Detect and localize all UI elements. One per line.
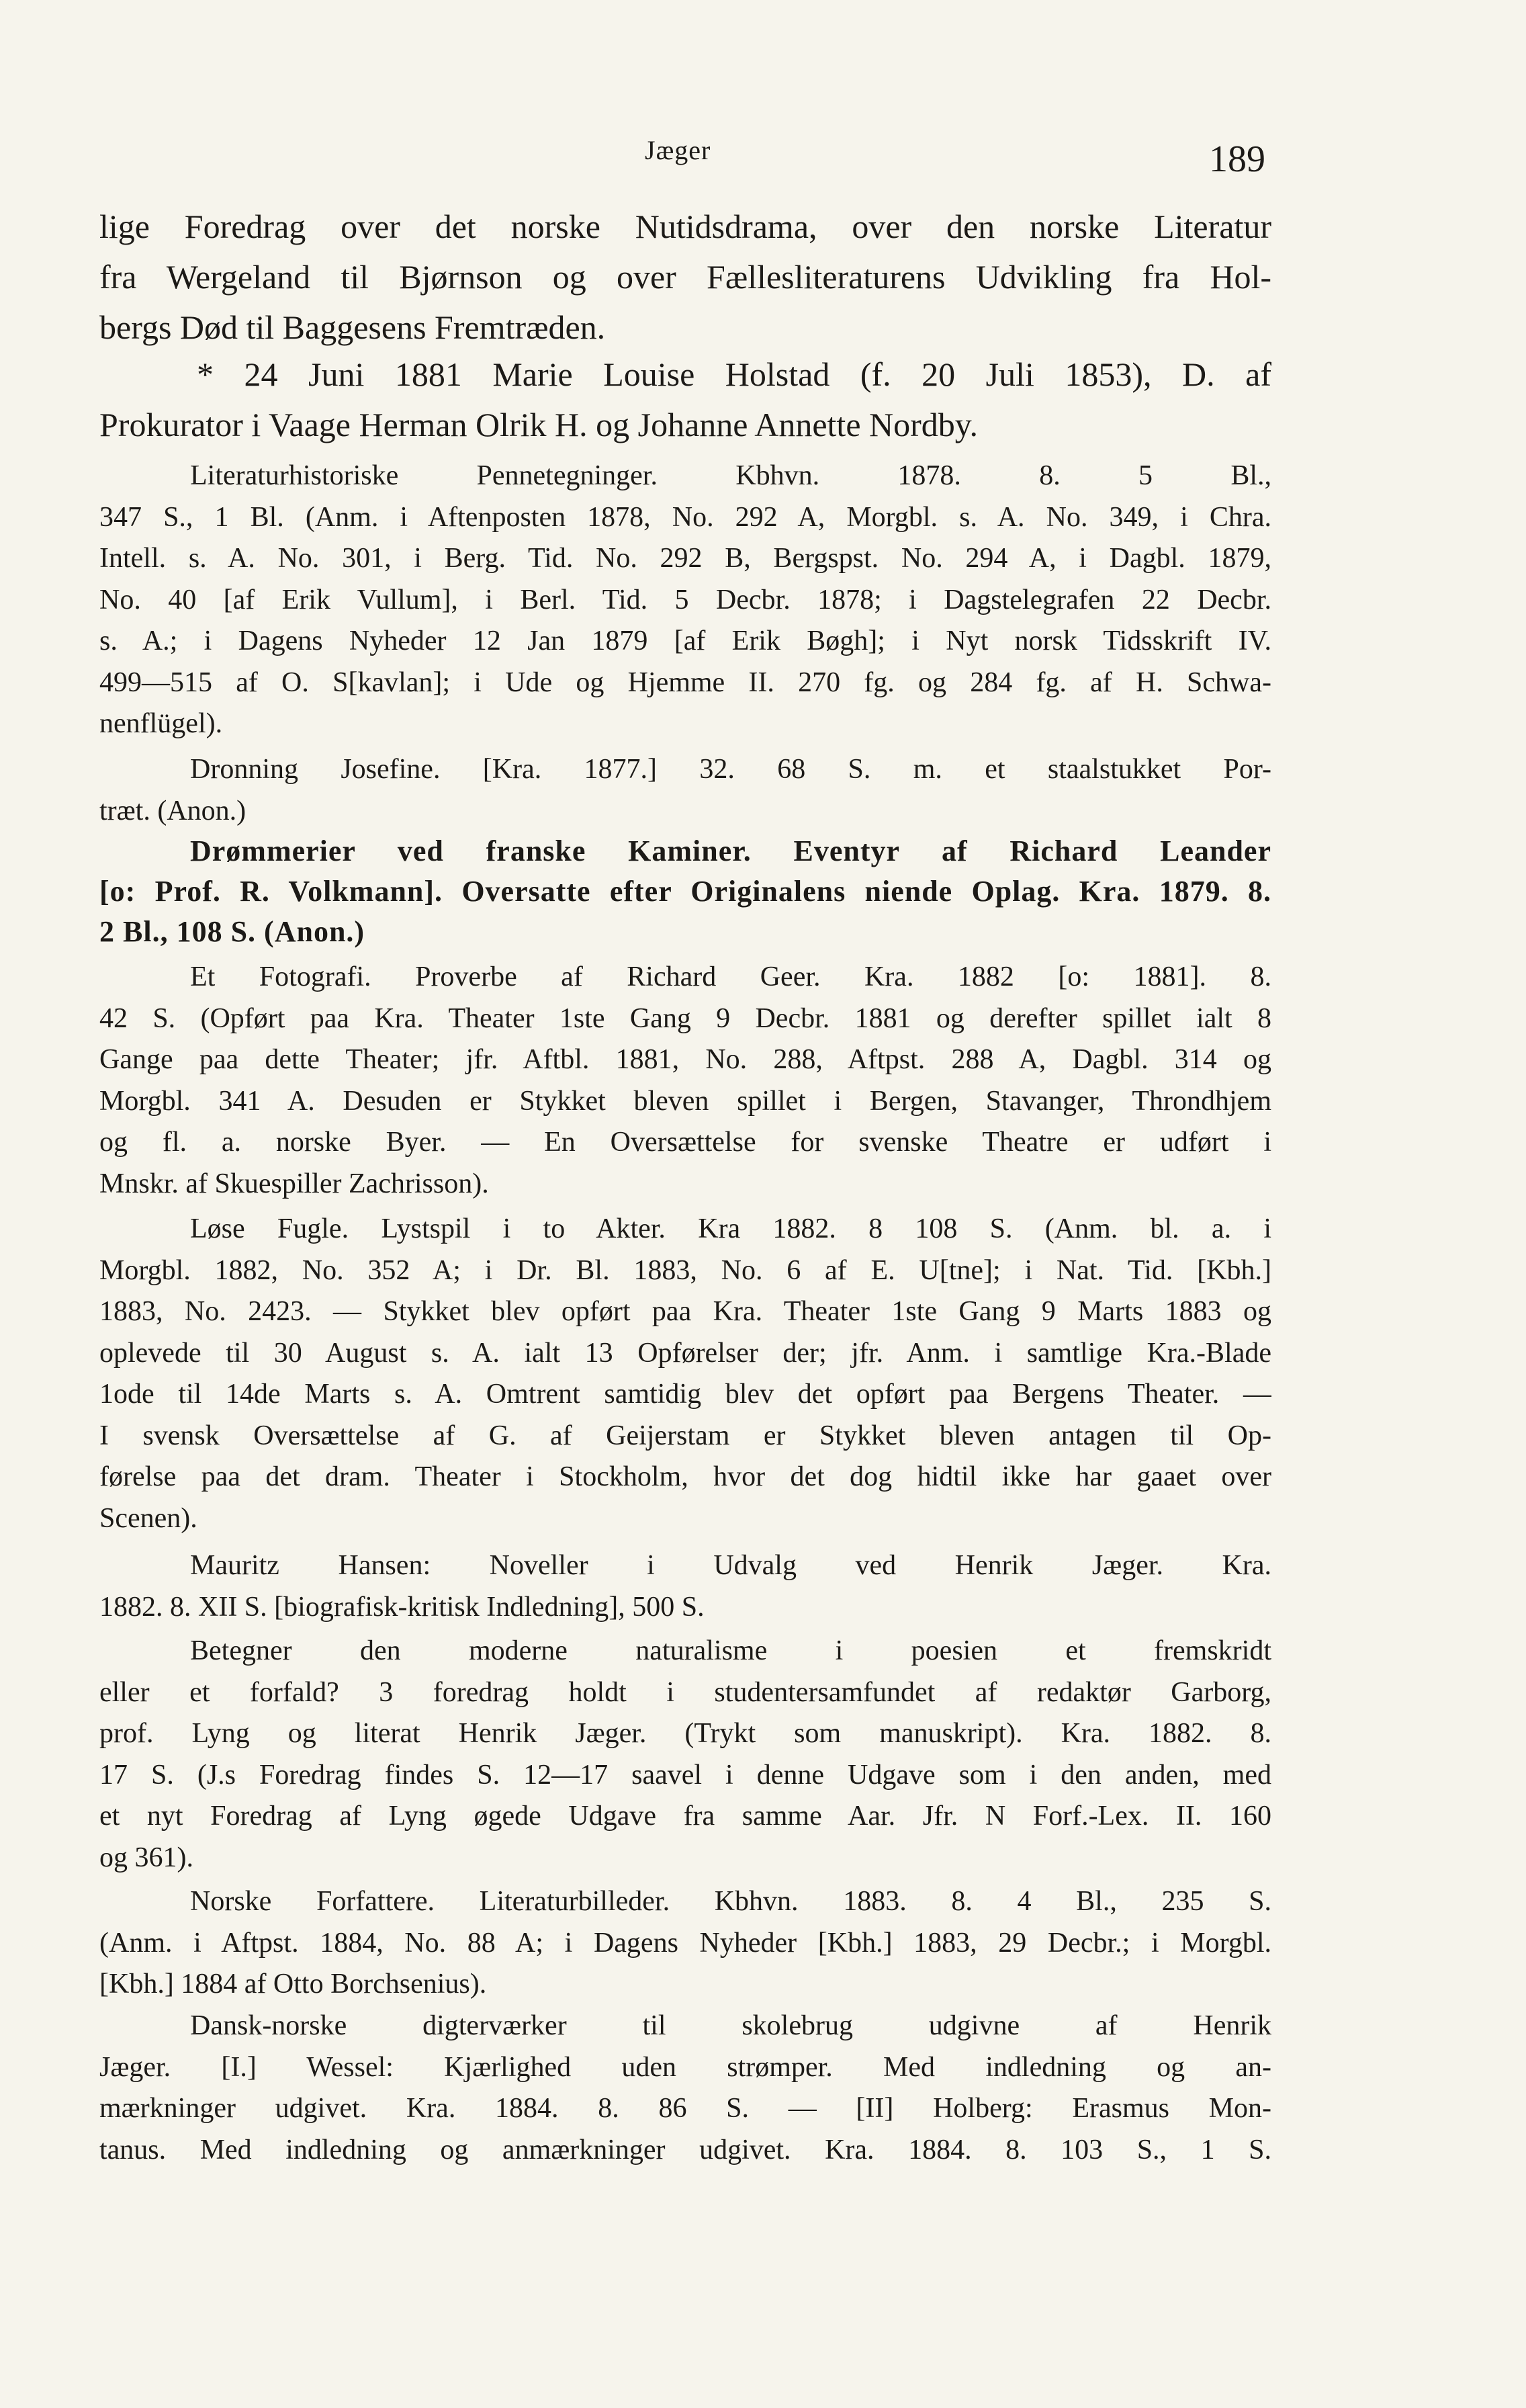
bibliography-entry <box>99 957 1271 1205</box>
marriage-entry <box>99 349 1271 450</box>
text-line: og fl. a. norske Byer. — En Oversættelse for svenske Theatre er udført i <box>99 1127 1271 1158</box>
running-title: Jæger <box>645 135 711 165</box>
text-line: 2 Bl., 108 S. (Anon.) <box>99 915 365 948</box>
text-line: Intell. s. A. No. 301, i Berg. Tid. No. 292 B, Bergspst. No. 294 A, i Dagbl. 1879, <box>99 543 1271 574</box>
text-line: Dansk-norske digterværker til skolebrug udgivne af Henrik <box>190 2010 1271 2041</box>
text-line: Morgbl. 341 A. Desuden er Stykket bleven spillet i Bergen, Stavanger, Throndhjem <box>99 1085 1271 1117</box>
text-line: lige Foredrag over det norske Nutidsdrama, over den norske Literatur <box>99 208 1271 245</box>
text-line: 347 S., 1 Bl. (Anm. i Aftenposten 1878, No. 292 A, Morgbl. s. A. No. 349, i Chra. <box>99 501 1271 533</box>
text-line: et nyt Foredrag af Lyng øgede Udgave fra samme Aar. Jfr. N Forf.-Lex. II. 160 <box>99 1801 1271 1832</box>
text-line: mærkninger udgivet. Kra. 1884. 8. 86 S. — [II] Holberg: Erasmus Mon- <box>99 2093 1271 2124</box>
text-line: bergs Død til Baggesens Fremtræden. <box>99 308 606 346</box>
text-line: Morgbl. 1882, No. 352 A; i Dr. Bl. 1883, No. 6 af E. U[tne]; i Nat. Tid. [Kbh.] <box>99 1254 1271 1286</box>
text-line: [o: Prof. R. Volkmann]. Oversatte efter Originalens niende Oplag. Kra. 1879. 8. <box>99 875 1271 908</box>
text-line: tanus. Med indledning og anmærkninger udgivet. Kra. 1884. 8. 103 S., 1 S. <box>99 2134 1271 2165</box>
text-line: prof. Lyng og literat Henrik Jæger. (Trykt som manuskript). Kra. 1882. 8. <box>99 1718 1271 1749</box>
bibliography-entry <box>99 831 1271 952</box>
bibliography-entry <box>99 1881 1271 2006</box>
text-line: Gange paa dette Theater; jfr. Aftbl. 1881, No. 288, Aftpst. 288 A, Dagbl. 314 og <box>99 1044 1271 1075</box>
bibliography-entry <box>99 1209 1271 1539</box>
text-line: Literaturhistoriske Pennetegninger. Kbhvn. 1878. 8. 5 Bl., <box>190 460 1271 491</box>
text-line: fra Wergeland til Bjørnson og over Fællesliteraturens Udvikling fra Hol- <box>99 258 1271 296</box>
bibliography-entry <box>99 456 1271 745</box>
text-line: Norske Forfattere. Literaturbilleder. Kbhvn. 1883. 8. 4 Bl., 235 S. <box>190 1886 1271 1917</box>
intro-paragraph <box>99 202 1271 353</box>
text-line: Drømmerier ved franske Kaminer. Eventyr af Richard Leander <box>190 834 1271 867</box>
text-line: Scenen). <box>99 1502 197 1534</box>
text-line: No. 40 [af Erik Vullum], i Berl. Tid. 5 Decbr. 1878; i Dagstelegrafen 22 Decbr. <box>99 584 1271 615</box>
text-line: nenflügel). <box>99 708 223 739</box>
bibliography-entry <box>99 1545 1271 1628</box>
text-line: 42 S. (Opført paa Kra. Theater 1ste Gang 9 Decbr. 1881 og derefter spillet ialt 8 <box>99 1002 1271 1034</box>
text-line: Betegner den moderne naturalisme i poesien et fremskridt <box>190 1635 1271 1666</box>
text-line: Mnskr. af Skuespiller Zachrisson). <box>99 1168 489 1199</box>
text-line: træt. (Anon.) <box>99 795 246 826</box>
text-line: Jæger. [I.] Wessel: Kjærlighed uden strømper. Med indledning og an- <box>99 2051 1271 2083</box>
text-line: 1882. 8. XII S. [biografisk-kritisk Indledning], 500 S. <box>99 1591 705 1623</box>
text-line: I svensk Oversættelse af G. af Geijerstam er Stykket bleven antagen til Op- <box>99 1420 1271 1451</box>
text-line: (Anm. i Aftpst. 1884, No. 88 A; i Dagens Nyheder [Kbh.] 1883, 29 Decbr.; i Morgbl. <box>99 1927 1271 1959</box>
text-line: 1ode til 14de Marts s. A. Omtrent samtidig blev det opført paa Bergens Theater. — <box>99 1379 1271 1410</box>
text-line: eller et forfald? 3 foredrag holdt i studentersamfundet af redaktør Garborg, <box>99 1676 1271 1708</box>
page-number: 189 <box>1209 138 1265 180</box>
text-line: * 24 Juni 1881 Marie Louise Holstad (f. 20 Juli 1853), D. af <box>197 355 1271 393</box>
text-line: s. A.; i Dagens Nyheder 12 Jan 1879 [af Erik Bøgh]; i Nyt norsk Tidsskrift IV. <box>99 626 1271 656</box>
text-line: Dronning Josefine. [Kra. 1877.] 32. 68 S. m. et staalstukket Por- <box>190 754 1271 785</box>
text-line: Løse Fugle. Lystspil i to Akter. Kra 1882. 8 108 S. (Anm. bl. a. i <box>190 1213 1271 1244</box>
bibliography-entry <box>99 749 1271 832</box>
text-line: og 361). <box>99 1842 193 1873</box>
text-line: oplevede til 30 August s. A. ialt 13 Opførelser der; jfr. Anm. i samtlige Kra.-Blade <box>99 1337 1271 1369</box>
bibliography-entry <box>99 1631 1271 1879</box>
bibliography-entry <box>99 2006 1271 2171</box>
text-line: Mauritz Hansen: Noveller i Udvalg ved Henrik Jæger. Kra. <box>190 1550 1271 1581</box>
text-line: [Kbh.] 1884 af Otto Borchsenius). <box>99 1969 487 2000</box>
text-line: Et Fotografi. Proverbe af Richard Geer. Kra. 1882 [o: 1881]. 8. <box>190 961 1271 992</box>
text-line: førelse paa det dram. Theater i Stockholm, hvor det dog hidtil ikke har gaaet over <box>99 1461 1271 1492</box>
text-line: 17 S. (J.s Foredrag findes S. 12—17 saavel i denne Udgave som i den anden, med <box>99 1759 1271 1791</box>
text-line: 499—515 af O. S[kavlan]; i Ude og Hjemme II. 270 fg. og 284 fg. af H. Schwa- <box>99 666 1271 698</box>
text-line: Prokurator i Vaage Herman Olrik H. og Johanne Annette Nordby. <box>99 406 979 443</box>
text-line: 1883, No. 2423. — Stykket blev opført paa Kra. Theater 1ste Gang 9 Marts 1883 og <box>99 1296 1271 1327</box>
